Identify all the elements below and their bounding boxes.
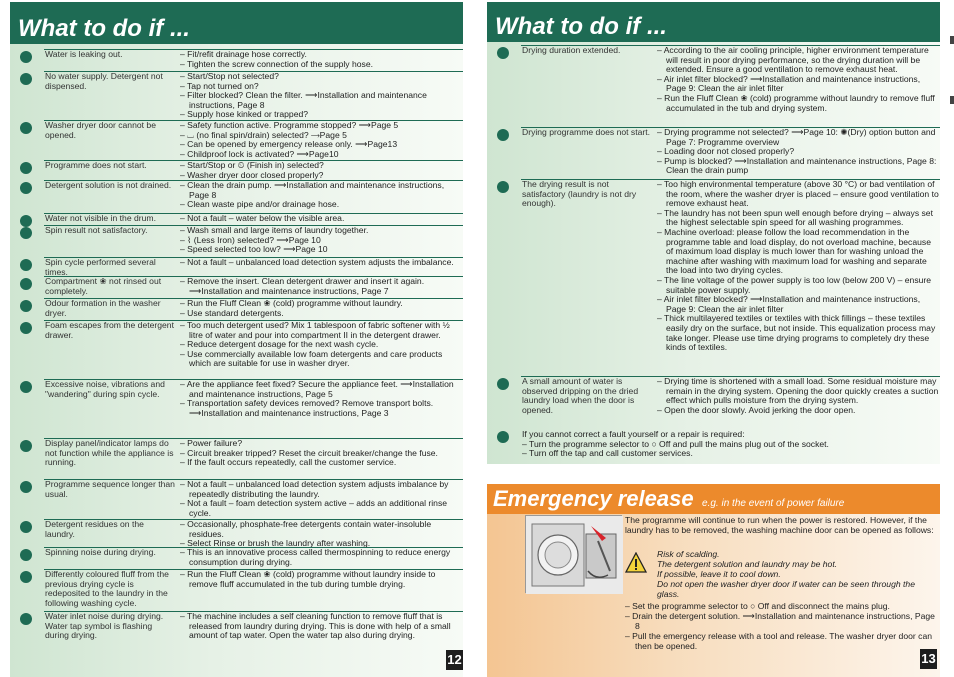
fix-line: – Circuit breaker tripped? Reset the circuit breaker/change the fuse. [180, 447, 438, 458]
row-cause: Drying programme does not start. [522, 127, 651, 137]
fix-line: – Use commercially available low foam detergents and care products which are suitable for use in washer dryer. [180, 348, 443, 369]
row-bullet [20, 521, 32, 533]
row-bullet [20, 571, 32, 583]
fix-line: – Open the door slowly. Avoid jerking the door open. [657, 404, 856, 415]
row-bullet [20, 440, 32, 452]
row-fixes [180, 439, 463, 468]
row-fixes [657, 46, 940, 113]
fix-line: – Fit/refit drainage hose correctly. [180, 49, 307, 59]
emergency-steps [625, 601, 937, 651]
fix-line: – Power failure? [180, 438, 243, 448]
fix-line: – ⌴ (no final spin/drain) selected? ⟶Page 5 [180, 129, 347, 140]
emergency-step: – Drain the detergent solution. ⟶Installation and maintenance instructions, Page 8 [625, 611, 935, 631]
left-page [10, 2, 463, 677]
row-bullet [20, 259, 32, 271]
fix-line: – Are the appliance feet fixed? Secure the appliance feet. ⟶Installation and maintenance instructions, Page 5 [180, 379, 454, 399]
fix-line: – Childproof lock is activated? ⟶Page10 [180, 148, 339, 159]
row-fixes [180, 321, 463, 369]
fix-line: – If the fault occurs repeatedly, call the customer service. [180, 457, 397, 468]
row-bullet [20, 549, 32, 561]
emergency-subtitle: e.g. in the event of power failure [702, 498, 845, 509]
row-cause: Washer dryer door cannot be opened. [45, 120, 156, 140]
row-bullet [20, 227, 32, 239]
fix-line: – Can be opened by emergency release only. ⟶Page13 [180, 139, 398, 150]
fix-line: – Tap not turned on? [180, 80, 259, 91]
row-bullet [20, 481, 32, 493]
row-fixes [180, 480, 463, 518]
row-cause: Drying duration extended. [522, 45, 621, 55]
fix-line: – Clean the drain pump. ⟶Installation and maintenance instructions, Page 8 [180, 180, 445, 200]
row-fixes [180, 520, 463, 549]
row-bullet [497, 129, 509, 141]
row-fixes [180, 50, 463, 69]
fix-line: – Not a fault – water below the visible area. [180, 213, 345, 223]
row-cause: Compartment ❀ not rinsed out completely. [45, 276, 162, 296]
row-fixes [180, 299, 463, 318]
fix-line: – Start/Stop not selected? [180, 71, 279, 81]
fix-line: – The line voltage of the power supply is too low (below 200 V) – ensure suitable power supply. [657, 274, 932, 295]
fix-line: – The laundry has not been spun well enough before drying – always set the highest selectable spin speed for all washing programmes. [657, 207, 933, 228]
right-page-number: 13 [920, 649, 937, 669]
fix-line: – Remove the insert. Clean detergent drawer and insert it again. ⟶Installation and maintenance instructions, Page 7 [180, 276, 425, 296]
fix-line: – Loading door not closed properly? [657, 146, 795, 157]
fix-line: – Transportation safety devices removed? Remove transport bolts. ⟶Installation and maintenance instructions, Page 3 [180, 398, 434, 418]
emergency-step: – Pull the emergency release with a tool and release. The washer dryer door can then be opened. [625, 631, 932, 651]
row-cause: The drying result is not satisfactory (laundry is not dry enough). [522, 179, 637, 209]
footer-line: – Turn off the tap and call customer services. [522, 448, 693, 459]
row-cause: Spin result not satisfactory. [45, 225, 148, 235]
fix-line: – Clean waste pipe and/or drainage hose. [180, 199, 340, 210]
warning-icon [625, 552, 647, 574]
row-cause: Spinning noise during drying. [45, 547, 156, 557]
fix-line: – Use standard detergents. [180, 307, 284, 318]
row-fixes [180, 277, 463, 296]
row-bullet [497, 181, 509, 193]
fix-line: – According to the air cooling principle, higher environment temperature will result in poor drying performance, so the drying duration will be extended. Ensure a good ventilation to remove exhaust heat. [657, 45, 929, 75]
fix-line: – Run the Fluff Clean ❀ (cold) programme without laundry inside to remove fluff accumulated in the tub during tumble drying. [180, 569, 436, 589]
emergency-step: – Set the programme selector to ○ Off and disconnect the mains plug. [625, 601, 890, 611]
right-page [487, 2, 940, 464]
row-cause: Water inlet noise during drying. Water tap symbol is flashing during drying. [45, 611, 164, 641]
footer-bullet [497, 431, 509, 443]
page-edge-mark [950, 96, 954, 104]
emergency-release-illustration [525, 515, 622, 593]
fix-line: – The machine includes a self cleaning function to remove fluff that is released from laundry during drying. This is done with help of a small amount of tap water. Open the water tap also during drying. [180, 611, 451, 641]
fix-line: – Reduce detergent dosage for the next wash cycle. [180, 339, 379, 350]
right-page-title: What to do if ... [487, 2, 940, 42]
row-fixes [657, 128, 940, 176]
fix-line: – Air inlet filter blocked? ⟶Installation and maintenance instructions, Page 9: Clean the air inlet filter [657, 73, 921, 94]
row-fixes [180, 258, 463, 268]
fix-line: – Occasionally, phosphate-free detergents contain water-insoluble residues. [180, 519, 432, 539]
row-fixes [180, 380, 463, 418]
fix-line: – Speed selected too low? ⟶Page 10 [180, 244, 328, 255]
row-fixes [180, 548, 463, 567]
fix-line: – Machine overload: please follow the load recommendation in the programme table and load display, do not overload machine, because of maximum load display is much lower than for washing unload the machine after washing with maximum load for washing and separate the load into two drying cycles. [657, 226, 931, 276]
row-bullet [20, 51, 32, 63]
emergency-title: Emergency release [493, 486, 694, 511]
warning-line: The detergent solution and laundry may be hot. [657, 559, 838, 569]
fix-line: – Safety function active. Programme stopped? ⟶Page 5 [180, 120, 399, 130]
row-bullet [20, 322, 32, 334]
row-bullet [497, 378, 509, 390]
row-cause: Odour formation in the washer dryer. [45, 298, 161, 318]
fix-line: – Wash small and large items of laundry together. [180, 225, 369, 235]
row-fixes [180, 226, 463, 255]
fix-line: – Tighten the screw connection of the supply hose. [180, 58, 374, 69]
fix-line: – Drying programme not selected? ⟶Page 10: ✺(Dry) option button and Page 7: Programme overview [657, 127, 936, 147]
row-bullet [20, 73, 32, 85]
row-bullet [20, 122, 32, 134]
fix-line: – Start/Stop or ⏲ (Finish in) selected? [180, 160, 324, 170]
fix-line: – Thick multilayered textiles or textiles with thick fillings – these textiles easily dry on the surface, but not inside. This equalization process may take longer. Please use time drying programs to completely dry these kinds of textiles. [657, 313, 936, 353]
emergency-title-bar [487, 484, 940, 514]
row-cause: Detergent residues on the laundry. [45, 519, 144, 539]
warning-text [657, 549, 937, 599]
warning-line: If possible, leave it to cool down. [657, 569, 781, 579]
row-cause: Programme does not start. [45, 160, 147, 170]
row-fixes [180, 570, 463, 589]
row-bullet [20, 300, 32, 312]
left-page-title: What to do if ... [10, 2, 463, 44]
row-cause: Foam escapes from the detergent drawer. [45, 320, 174, 340]
fix-line: – Drying time is shortened with a small load. Some residual moisture may remain in the drying system. Opening the door quickly creates a suction effect which pulls moisture from the drying system. [657, 376, 939, 406]
fix-line: – Supply hose kinked or trapped? [180, 109, 309, 120]
row-cause: No water supply. Detergent not dispensed. [45, 71, 163, 91]
row-fixes [180, 161, 463, 180]
fix-line: – Air inlet filter blocked? ⟶Installation and maintenance instructions, Page 9: Clean the air inlet filter [657, 294, 921, 314]
row-bullet [497, 47, 509, 59]
row-cause: Excessive noise, vibrations and "wandering" during spin cycle. [45, 379, 165, 399]
footer-line: – Turn the programme selector to ○ Off and pull the mains plug out of the socket. [522, 438, 829, 449]
row-fixes [657, 180, 940, 353]
page-edge-mark [950, 36, 954, 44]
left-page-number: 12 [446, 650, 463, 670]
row-fixes [180, 214, 463, 224]
fix-line: – Not a fault – foam detection system active – adds an additional rinse cycle. [180, 498, 448, 518]
row-fixes [180, 181, 463, 210]
row-fixes [180, 121, 463, 159]
row-cause: A small amount of water is observed dripping on the dried laundry load when the door is opened. [522, 376, 639, 415]
fix-line: – ⌇ (Less Iron) selected? ⟶Page 10 [180, 234, 321, 245]
fix-line: – Too much detergent used? Mix 1 tablespoon of fabric softener with ½ litre of water and pour into compartment II in the detergent drawer. [180, 320, 450, 340]
warning-title: Risk of scalding. [657, 549, 720, 559]
row-fixes [180, 612, 463, 641]
emergency-intro: The programme will continue to run when the power is restored. However, if the laundry has to be removed, the washing machine door can be opened as follows: [625, 515, 934, 535]
row-bullet [20, 278, 32, 290]
row-cause: Differently coloured fluff from the previous drying cycle is redeposited to the laundry in the following washing cycle. [45, 569, 169, 608]
row-cause: Water is leaking out. [45, 49, 123, 59]
fix-line: – Pump is blocked? ⟶Installation and maintenance instructions, Page 8: Clean the drain pump [657, 155, 937, 176]
fix-line: – Washer dryer door closed properly? [180, 169, 324, 180]
fix-line: – Too high environmental temperature (above 30 °C) or bad ventilation of the room, where the washer dryer is placed – ensure good ventilation to remove exhaust heat. [657, 179, 939, 209]
row-fixes [657, 377, 940, 415]
row-fixes [180, 72, 463, 120]
warning-line: Do not open the washer dryer door if water can be seen through the glass. [657, 579, 915, 599]
fix-line: – Filter blocked? Clean the filter. ⟶Installation and maintenance instructions, Page 8 [180, 90, 427, 110]
footer-line: If you cannot correct a fault yourself or a repair is required: [522, 429, 745, 439]
emergency-release-section [487, 484, 940, 677]
row-cause: Detergent solution is not drained. [45, 180, 172, 190]
fix-line: – This is an innovative process called thermospinning to reduce energy consumption during drying. [180, 547, 451, 567]
row-cause: Display panel/indicator lamps do not function while the appliance is running. [45, 438, 174, 468]
row-cause: Water not visible in the drum. [45, 213, 156, 223]
row-cause: Spin cycle performed several times. [45, 257, 156, 277]
fix-line: – Select Rinse or brush the laundry after washing. [180, 538, 371, 549]
fix-line: – Not a fault – unbalanced load detection system adjusts imbalance by repeatedly distributing the laundry. [180, 479, 449, 499]
fix-line: – Run the Fluff Clean ❀ (cold) programme without laundry. [180, 298, 403, 308]
fix-line: – Not a fault – unbalanced load detection system adjusts the imbalance. [180, 257, 454, 267]
row-bullet [20, 162, 32, 174]
fix-line: – Run the Fluff Clean ❀ (cold) programme without laundry to remove fluff accumulated in the tub and drying system. [657, 92, 935, 113]
row-bullet [20, 381, 32, 393]
row-cause: Programme sequence longer than usual. [45, 479, 175, 499]
row-bullet [20, 215, 32, 227]
row-bullet [20, 613, 32, 625]
row-bullet [20, 182, 32, 194]
